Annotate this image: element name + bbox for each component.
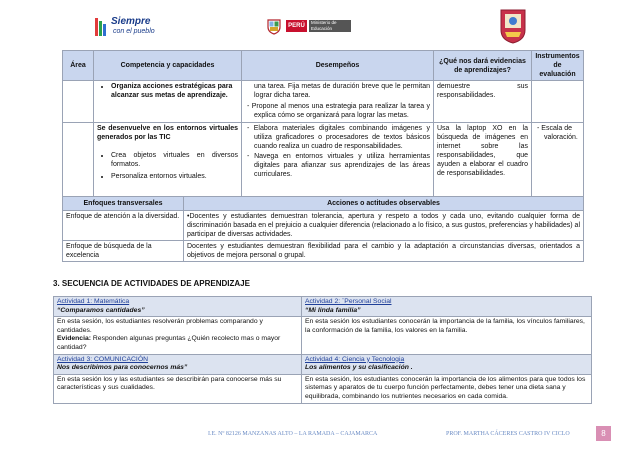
evidence-label: Evidencia: (57, 335, 91, 343)
ministry-logo (265, 17, 375, 35)
activity-3-name: Nos describimos para conocernos más” (57, 364, 188, 372)
approaches-table (62, 196, 584, 262)
capacity-item: • Personaliza entornos virtuales. (111, 172, 238, 181)
activity-1-header (54, 297, 302, 317)
capacity-cell (94, 81, 242, 123)
capacity-item: • Organiza acciones estratégicas para alcanzar sus metas de aprendizaje. (111, 82, 238, 100)
footer-school: I.E. Nº 82126 MANZANAS ALTO – LA RAMADA – CAJAMARCA (208, 431, 378, 437)
ministry-label: Ministerio de Educación (309, 20, 351, 32)
header-actions: Acciones o actitudes observables (184, 197, 584, 211)
peru-crest-icon (265, 17, 283, 35)
evidence-text: Responden algunas preguntas ¿Quién recolecto mas o mayor cantidad? (57, 335, 281, 351)
instrument-cell (532, 81, 584, 123)
approaches-header-row (63, 197, 584, 211)
competencies-row-1 (63, 81, 584, 123)
page-number: 8 (596, 426, 611, 441)
actions-cell: •Docentes y estudiantes demuestran tolerancia, apertura y respeto a todos y cada uno, evitando cualquier forma de discriminación basada en el prejuicio a cualquier diferencia (relacionado a lo físico, a sus gustos, preferencias y habilidades) al participar de diversas actividades. (184, 211, 584, 241)
activity-2-label: Actividad 2: ¨Personal Social (305, 298, 392, 305)
activity-header-row (54, 354, 592, 374)
activity-2-header (302, 297, 592, 317)
activity-3-header (54, 354, 302, 374)
header-performance: Desempeños (242, 51, 434, 81)
activity-body-row (54, 374, 592, 403)
footer-teacher: PROF. MARTHA CÁCERES CASTRO IV CICLO (446, 431, 570, 437)
competencies-table (62, 50, 584, 198)
instrument-text: Escala de valoración. (541, 125, 578, 141)
evidence-cell: Usa la laptop XO en la búsqueda de imágenes en internet sobre las responsabilidades, que ayuden a elaborar el cuadro de responsabilidades. (434, 123, 532, 198)
header-evidence: ¿Qué nos dará evidencias de aprendizajes? (434, 51, 532, 81)
performance-item-text: Elabora materiales digitales combinando imágenes y utiliza graficadores o procesadores de textos básicos cuando realiza un cuadro de responsabilidades. (253, 125, 430, 150)
competence-cell (94, 123, 242, 198)
competencies-header-row (63, 51, 584, 81)
instrument-item: - Escala de valoración. (537, 125, 578, 141)
activity-1-label: Actividad 1: Matemática (57, 298, 130, 305)
actions-cell: Docentes y estudiantes demuestran flexibilidad para el cambio y la adaptación a circunstancias diversas, orientados a objetivos de mejora personal o grupal. (184, 241, 584, 262)
instrument-cell (532, 123, 584, 198)
approach-cell: Enfoque de búsqueda de la excelencia (63, 241, 184, 262)
activity-header-row (54, 297, 592, 317)
sequence-title: 3. SECUENCIA DE ACTIVIDADES DE APRENDIZAJE (53, 279, 250, 288)
performance-continuation: una tarea. Fija metas de duración breve que le permitan lograr dicha tarea. (254, 83, 430, 99)
activity-3-body: En esta sesión los y las estudiantes se describirán para conocerse más su características y sus cualidades. (54, 374, 302, 403)
performance-cell (242, 123, 434, 198)
performance-item-text: Propone al menos una estrategia para realizar la tarea y explica cómo se organizará para lograr las metas. (251, 103, 431, 119)
header-area: Área (63, 51, 94, 81)
activity-body-row (54, 317, 592, 354)
activity-1-text: En esta sesión, los estudiantes resolverán problemas comparando y cantidades. (57, 318, 263, 334)
performance-item: - Propone al menos una estrategia para realizar la tarea y explica cómo se organizará para lograr las metas. (247, 103, 431, 119)
peru-label: PERÚ (286, 20, 307, 32)
activity-4-header (302, 354, 592, 374)
area-cell (63, 123, 94, 198)
activity-2-name: “Mi linda familia” (305, 306, 361, 314)
activity-3-label: Actividad 3: COMUNICACIÓN (57, 355, 149, 363)
activity-4-name: Los alimentos y su clasificación . (305, 364, 413, 372)
header-instruments: Instrumentos de evaluación (532, 51, 584, 81)
competence-title: Se desenvuelve en los entornos virtuales generados por las TIC (97, 125, 238, 141)
competencies-row-2 (63, 123, 584, 198)
activity-1-name: “Comparamos cantidades” (57, 306, 145, 314)
logo-left-line2: con el pueblo (113, 28, 155, 35)
logo-left-line1: Siempre (111, 16, 151, 27)
activity-2-body: En esta sesión los estudiantes conocerán la importancia de la familia, los vínculos familiares, la conformación de la familia, los valores en la familia. (302, 317, 592, 354)
logo-figure-icon (94, 16, 108, 38)
performance-item-text: Navega en entornos virtuales y utiliza herramientas digitales para afianzar sus aprendizajes de las áreas curriculares. (254, 153, 430, 178)
siempre-logo (94, 14, 156, 42)
activity-1-evidence (57, 335, 298, 352)
activity-4-body: En esta sesión, los estudiantes conocerán la importancia de los alimentos para que todos los sistemas y aparatos de tu cuerpo función perfectamente, debes tener una dieta sana y equilibrada, combinando los nutrientes necesarios en cada comida. (302, 374, 592, 403)
activity-4-label: Actividad 4: Ciencia y Tecnologia (305, 355, 405, 363)
area-cell (63, 81, 94, 123)
activities-table (53, 296, 592, 404)
activity-1-body (54, 317, 302, 354)
performance-item: - Navega en entornos virtuales y utiliza herramientas digitales para afianzar sus aprendizajes de las áreas curriculares. (247, 153, 430, 178)
header-competence: Competencia y capacidades (94, 51, 242, 81)
approach-cell: Enfoque de atención a la diversidad. (63, 211, 184, 241)
evidence-cell: demuestre sus responsabilidades. (434, 81, 532, 123)
approach-row (63, 211, 584, 241)
performance-item: - Elabora materiales digitales combinando imágenes y utiliza graficadores o procesadores de textos básicos cuando realiza un cuadro de responsabilidades. (247, 125, 430, 150)
performance-cell (242, 81, 434, 123)
capacity-item: • Crea objetos virtuales en diversos formatos. (111, 151, 238, 169)
approach-row (63, 241, 584, 262)
school-shield-icon (499, 8, 527, 44)
header-approach: Enfoques transversales (63, 197, 184, 211)
